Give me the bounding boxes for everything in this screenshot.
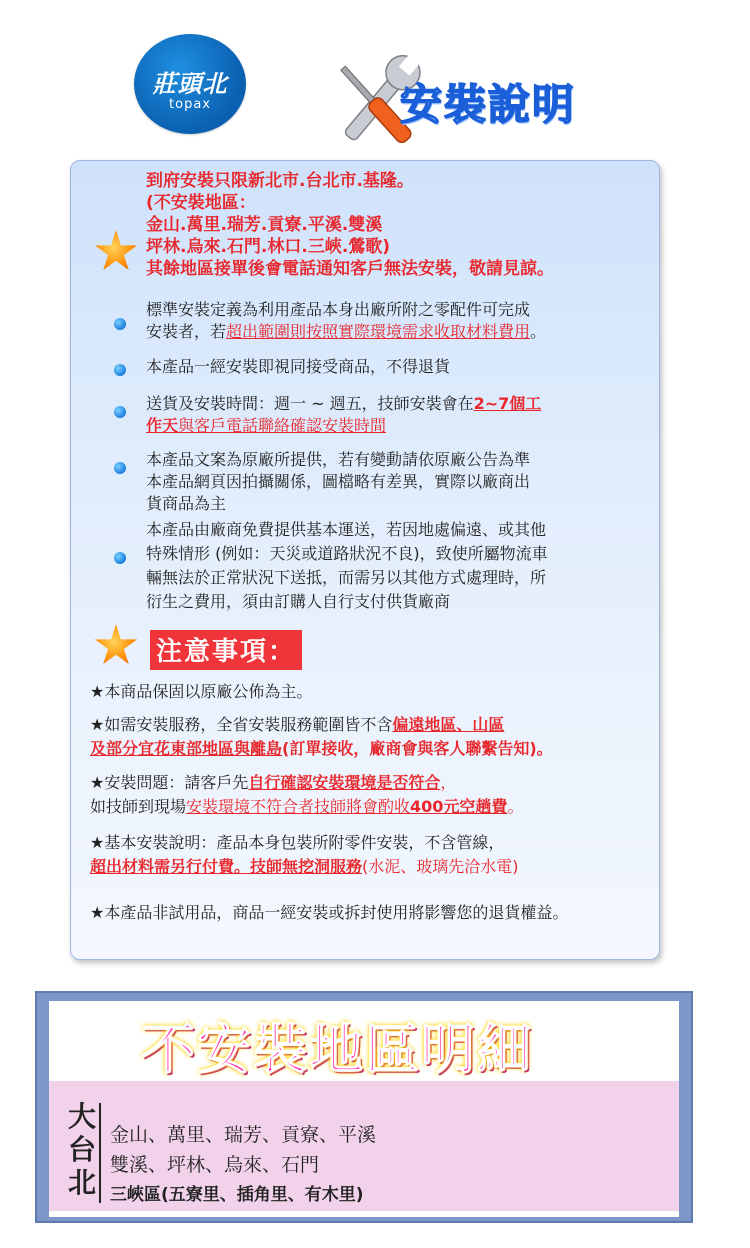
note-highlight: 400元空趟費: [410, 797, 508, 816]
note-highlight: 自行確認安裝環境是否符合: [248, 773, 441, 792]
no-install-title: 不安裝地區明細: [141, 1018, 533, 1081]
note-text: ★如需安裝服務，全省安裝服務範圍皆不含: [90, 715, 393, 734]
scope-line-2: (不安裝地區：: [146, 193, 256, 213]
bullet-icon: [114, 462, 126, 474]
note-install-issue: [90, 771, 650, 819]
scope-line-5: 其餘地區接單後會電話通知客戶無法安裝，敬請見諒。: [146, 259, 554, 279]
note-line: [90, 795, 650, 819]
note-text: 如技師到現場: [90, 797, 187, 816]
item-shipping-fee: [146, 518, 636, 614]
item-line: 衍生之費用，須由訂購人自行支付供貨廠商: [146, 592, 451, 611]
note-text: ★安裝問題：請客戶先: [90, 773, 249, 792]
note-highlight: (訂單接收，廠商會與客人聯繫告知)。: [282, 739, 553, 758]
item-text: 。: [530, 322, 547, 341]
bullet-icon: [114, 364, 126, 376]
note-line: [90, 713, 650, 737]
item-line: 本產品由廠商免費提供基本運送，若因地處偏遠、或其他: [146, 520, 547, 539]
logo-cn-text: 莊頭北: [152, 69, 228, 98]
bullet-icon: [114, 318, 126, 330]
item-text: 安裝者，若: [146, 322, 227, 341]
item-line: 特殊情形 (例如：天災或道路狀況不良)，致使所屬物流車: [146, 544, 548, 563]
item-line: 輛無法於正常狀況下送抵，而需另以其他方式處理時，所: [146, 568, 547, 587]
divider: [99, 1103, 101, 1203]
note-highlight: 偏遠地區、山區: [392, 715, 505, 734]
note-non-trial: ★本產品非試用品，商品一經安裝或拆封使用將影響您的退貨權益。: [90, 903, 569, 922]
logo-en-text: topax: [169, 97, 211, 112]
no-install-areas: [110, 1120, 376, 1210]
note-basic-install: [90, 831, 650, 879]
install-scope: [146, 170, 656, 280]
item-line: [146, 393, 636, 415]
item-no-return: 本產品一經安裝即視同接受商品，不得退貨: [146, 357, 451, 376]
item-line: 貨商品為主: [146, 494, 227, 513]
note-highlight: 超出材料需另行付費。技師無挖洞服務: [90, 857, 363, 876]
bullet-icon: [114, 552, 126, 564]
brand-logo: [134, 34, 246, 134]
area-line: 三峽區(五寮里、插角里、有木里): [110, 1185, 364, 1205]
notice-title: 注意事項：: [150, 630, 302, 670]
item-highlight: 作天: [146, 416, 179, 435]
note-warranty: ★本商品保固以原廠公佈為主。: [90, 682, 313, 701]
page-title: 安裝說明: [400, 80, 577, 129]
scope-line-3: 金山.萬里.瑞芳.貢寮.平溪.雙溪: [146, 215, 383, 235]
item-text: 送貨及安裝時間：週一 ~ 週五，技師安裝會在: [146, 394, 474, 413]
item-copy-notice: [146, 449, 636, 515]
item-line: [146, 415, 636, 437]
area-line: 金山、萬里、瑞芳、貢寮、平溪: [110, 1124, 377, 1146]
note-line: ★基本安裝說明：產品本身包裝所附零件安裝，不含管線，: [90, 833, 505, 852]
item-line: 本產品文案為原廠所提供，若有變動請依原廠公告為準: [146, 450, 531, 469]
item-standard-install: [146, 299, 636, 343]
item-line: [146, 321, 636, 343]
item-line: 本產品網頁因拍攝關係，圖檔略有差異，實際以廠商出: [146, 472, 531, 491]
note-line: [90, 737, 650, 761]
scope-line-4: 坪林.烏來.石門.林口.三峽.鶯歌): [146, 237, 391, 257]
note-highlight: (水泥、玻璃先洽水電): [362, 857, 519, 876]
note-install-service: [90, 713, 650, 761]
bullet-icon: [114, 406, 126, 418]
item-line: 標準安裝定義為利用產品本身出廠所附之零配件可完成: [146, 300, 531, 319]
area-line: 雙溪、坪林、烏來、石門: [110, 1154, 320, 1176]
note-line: [90, 855, 650, 879]
note-highlight: ，: [440, 773, 457, 792]
region-label: 大台北: [67, 1100, 96, 1199]
item-highlight: 與客戶電話聯絡確認安裝時間: [178, 416, 387, 435]
note-highlight: 安裝環境不符合者技師將會酌收: [186, 797, 411, 816]
item-highlight: 超出範圍則按照實際環境需求收取材料費用: [226, 322, 531, 341]
item-delivery-time: [146, 393, 636, 437]
note-line: [90, 771, 650, 795]
scope-line-1: 到府安裝只限新北市.台北市.基隆。: [146, 171, 414, 191]
item-highlight: 2~7個工: [473, 394, 542, 413]
note-highlight: 。: [507, 797, 524, 816]
note-highlight: 及部分宜花東部地區與離島: [90, 739, 283, 758]
